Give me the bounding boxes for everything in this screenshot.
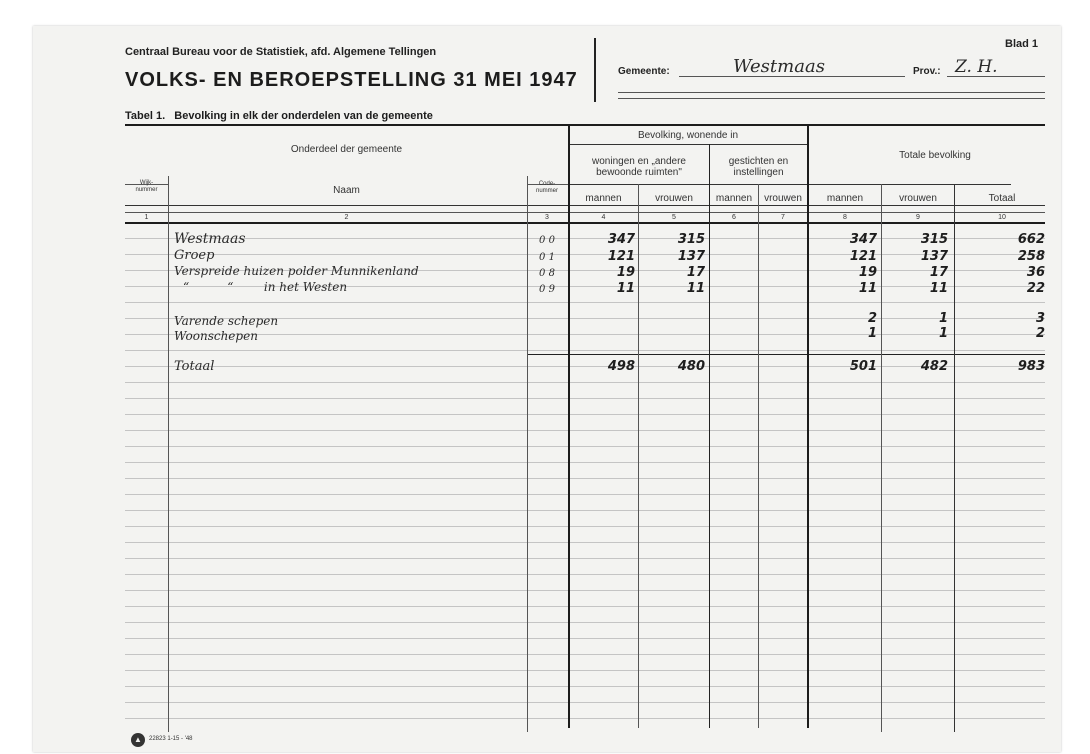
body-rule [125, 414, 1045, 415]
body-rule [125, 718, 1045, 719]
header-onderdeel: Onderdeel der gemeente [290, 144, 403, 155]
total-woningen-mannen: 498 [607, 359, 635, 374]
prov-label: Prov.: [913, 66, 941, 77]
prov-value: Z. H. [955, 57, 998, 77]
row-totaal-vrouwen: 137 [920, 249, 948, 264]
header-vrouwen-woningen: vrouwen [655, 193, 693, 204]
row-totaal: 22 [1026, 281, 1045, 296]
body-rule [125, 606, 1045, 607]
body-rule [125, 510, 1045, 511]
row-naam: Varende schepen [174, 314, 279, 328]
colno-7: 7 [781, 214, 785, 221]
header-vrouwen-totaal: vrouwen [899, 193, 937, 204]
body-rule [125, 478, 1045, 479]
body-rule [125, 494, 1045, 495]
row-totaal: 36 [1026, 265, 1045, 280]
body-rule [125, 702, 1045, 703]
colno-4: 4 [601, 214, 606, 221]
body-rule [125, 446, 1045, 447]
row-totaal-vrouwen: 1 [938, 311, 948, 326]
colno-3: 3 [545, 214, 549, 221]
colno-8: 8 [843, 214, 847, 221]
bureau-name: Centraal Bureau voor de Statistiek, afd. Algemene Tellingen [125, 46, 437, 58]
row-woningen-mannen: 19 [616, 265, 635, 280]
row-woningen-mannen: 11 [616, 281, 635, 296]
blad-label: Blad 1 [1005, 38, 1039, 50]
body-rule [125, 302, 1045, 303]
row-totaal-vrouwen: 11 [929, 281, 948, 296]
header-rule [125, 205, 1045, 206]
table-top-rule [125, 124, 1045, 126]
col-rule [168, 176, 169, 732]
body-rule [125, 590, 1045, 591]
header-rule [569, 144, 807, 145]
row-totaal: 2 [1035, 326, 1045, 341]
header-wijknummer: Wijk- nummer [135, 180, 158, 193]
colno-10: 10 [998, 214, 1006, 221]
row-woningen-vrouwen: 137 [677, 249, 705, 264]
row-totaal-mannen: 347 [849, 232, 877, 247]
row-totaal-mannen: 121 [849, 249, 877, 264]
row-totaal-vrouwen: 315 [920, 232, 948, 247]
body-rule [125, 670, 1045, 671]
header-woningen: woningen en „andere bewoonde ruimten" [592, 156, 686, 178]
header-rule [569, 184, 1011, 185]
gemeente-value: Westmaas [733, 56, 825, 77]
colno-6: 6 [732, 214, 736, 221]
header-gestichten: gestichten en instellingen [728, 156, 789, 178]
row-naam: Verspreide huizen polder Munnikenland [174, 264, 419, 278]
form-code: 22823 1-15 - '48 [149, 736, 193, 742]
body-rule [125, 574, 1045, 575]
total-totaal: 983 [1017, 359, 1045, 374]
row-totaal-vrouwen: 17 [929, 265, 948, 280]
row-naam: Woonschepen [174, 329, 258, 343]
body-rule [125, 430, 1045, 431]
total-woningen-vrouwen: 480 [677, 359, 705, 374]
row-code: 0 1 [539, 252, 555, 263]
row-totaal-mannen: 19 [858, 265, 877, 280]
row-code: 0 0 [539, 235, 555, 246]
colno-1: 1 [144, 214, 149, 221]
row-woningen-vrouwen: 11 [686, 281, 705, 296]
header-rule-a [618, 92, 1045, 93]
header-codenummer: Code- nummer [535, 181, 558, 194]
header-divider [594, 38, 596, 102]
body-rule [125, 526, 1045, 527]
header-rule [125, 212, 1045, 213]
row-code: 0 8 [539, 268, 555, 279]
header-vrouwen-gestichten: vrouwen [764, 193, 802, 204]
row-totaal-vrouwen: 1 [938, 326, 948, 341]
total-label: Totaal [174, 359, 215, 374]
total-rule [527, 354, 1045, 355]
total-totaal-mannen: 501 [849, 359, 877, 374]
header-mannen-totaal: mannen [826, 193, 864, 204]
header-bottom-rule [125, 222, 1045, 224]
col-rule [709, 144, 710, 728]
row-totaal: 3 [1035, 311, 1045, 326]
printer-mark-icon: ▲ [131, 733, 145, 747]
header-mannen-woningen: mannen [585, 193, 622, 204]
row-woningen-vrouwen: 17 [686, 265, 705, 280]
body-rule [125, 654, 1045, 655]
body-rule [125, 622, 1045, 623]
row-woningen-vrouwen: 315 [677, 232, 705, 247]
body-rule [125, 462, 1045, 463]
row-totaal: 258 [1017, 249, 1045, 264]
row-code: 0 9 [539, 284, 555, 295]
header-totale-bevolking: Totale bevolking [899, 150, 971, 161]
header-mannen-gestichten: mannen [715, 193, 753, 204]
body-rule [125, 686, 1045, 687]
header-naam: Naam [333, 185, 360, 196]
gemeente-label: Gemeente: [618, 66, 670, 77]
header-bevolking-wonende: Bevolking, wonende in [637, 130, 739, 141]
row-naam: Groep [174, 248, 215, 263]
body-rule [125, 398, 1045, 399]
row-naam: “ “ in het Westen [183, 280, 348, 294]
page-title: VOLKS- EN BEROEPSTELLING 31 MEI 1947 [125, 69, 578, 91]
row-totaal-mannen: 1 [867, 326, 877, 341]
header-rule-b [618, 98, 1045, 99]
header-totaal: Totaal [988, 193, 1016, 204]
body-rule [125, 558, 1045, 559]
row-totaal: 662 [1017, 232, 1045, 247]
row-totaal-mannen: 11 [858, 281, 877, 296]
col-rule [758, 184, 759, 728]
body-rule [125, 542, 1045, 543]
body-rule [125, 638, 1045, 639]
colno-2: 2 [344, 214, 349, 221]
total-totaal-vrouwen: 482 [920, 359, 948, 374]
row-woningen-mannen: 121 [607, 249, 635, 264]
row-totaal-mannen: 2 [867, 311, 877, 326]
row-woningen-mannen: 347 [607, 232, 635, 247]
body-rule [125, 350, 1045, 351]
colno-9: 9 [916, 214, 920, 221]
row-naam: Westmaas [174, 231, 246, 247]
table-title: Tabel 1. Bevolking in elk der onderdelen van de gemeente [125, 110, 433, 122]
body-rule [125, 382, 1045, 383]
census-form-sheet [33, 26, 1061, 752]
colno-5: 5 [672, 214, 676, 221]
